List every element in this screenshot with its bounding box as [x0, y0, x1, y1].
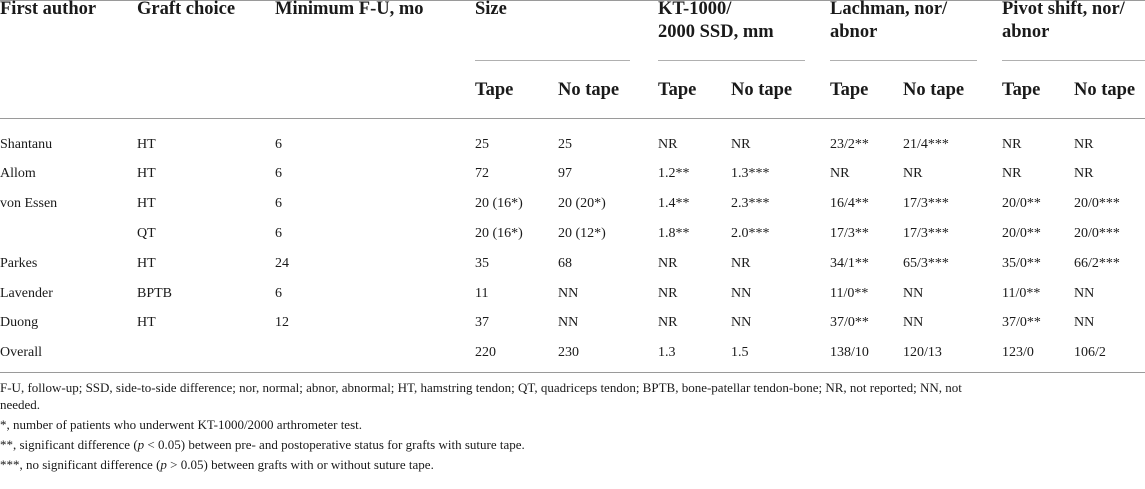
size-subrule — [475, 60, 630, 61]
cell-kt-no-tape: 1.5 — [731, 345, 749, 360]
cell-pivot-tape: 37/0** — [1002, 315, 1041, 330]
cell-size-no-tape: 20 (12*) — [558, 226, 606, 241]
cell-size-no-tape: 97 — [558, 166, 572, 181]
cell-pivot-no-tape: NN — [1074, 286, 1095, 301]
cell-graft: QT — [137, 226, 156, 241]
cell-size-tape: 20 (16*) — [475, 196, 523, 211]
cell-kt-tape: 1.8** — [658, 226, 690, 241]
cell-kt-tape: NR — [658, 286, 678, 301]
pivot-subrule — [1002, 60, 1145, 61]
header-minimum-fu: Minimum F-U, mo — [275, 0, 424, 19]
cell-min-fu: 6 — [275, 137, 282, 152]
cell-kt-no-tape: NR — [731, 256, 751, 271]
cell-graft: HT — [137, 256, 156, 271]
cell-size-tape: 11 — [475, 286, 489, 301]
cell-size-tape: 37 — [475, 315, 489, 330]
cell-graft: HT — [137, 315, 156, 330]
header-lachman: Lachman, nor/ abnor — [830, 0, 948, 42]
cell-author: Lavender — [0, 286, 53, 301]
cell-size-no-tape: 68 — [558, 256, 572, 271]
footnote-abbreviations: F-U, follow-up; SSD, side-to-side difference; nor, normal; abnor, abnormal; HT, hamstring tendon; QT, quadriceps tendon; BPTB, bone-patellar tendon-bone; NR, not reported; NN, not — [0, 380, 962, 395]
cell-pivot-no-tape: 106/2 — [1074, 345, 1106, 360]
cell-lachman-tape: 34/1** — [830, 256, 869, 271]
cell-graft: HT — [137, 196, 156, 211]
cell-kt-tape: 1.3 — [658, 345, 676, 360]
subheader-kt-tape: Tape — [658, 80, 697, 100]
cell-kt-tape: NR — [658, 256, 678, 271]
cell-pivot-no-tape: NR — [1074, 137, 1094, 152]
cell-pivot-tape: 35/0** — [1002, 256, 1041, 271]
cell-size-no-tape: 230 — [558, 345, 579, 360]
cell-kt-no-tape: 1.3*** — [731, 166, 770, 181]
subheader-size-tape: Tape — [475, 80, 514, 100]
subheader-size-no-tape: No tape — [558, 80, 620, 100]
cell-author: Overall — [0, 345, 42, 360]
header-pivot-shift: Pivot shift, nor/ abnor — [1002, 0, 1125, 42]
cell-lachman-tape: 138/10 — [830, 345, 869, 360]
cell-pivot-tape: 20/0** — [1002, 196, 1041, 211]
subheader-kt-no-tape: No tape — [731, 80, 793, 100]
cell-author: Parkes — [0, 256, 38, 271]
cell-kt-no-tape: NR — [731, 137, 751, 152]
cell-pivot-no-tape: NR — [1074, 166, 1094, 181]
cell-pivot-no-tape: NN — [1074, 315, 1095, 330]
cell-lachman-no-tape: NN — [903, 315, 924, 330]
cell-size-no-tape: NN — [558, 315, 579, 330]
footnote-triple-asterisk: ***, no significant difference (p > 0.05) between grafts with or without suture tape. — [0, 457, 434, 472]
cell-pivot-no-tape: 66/2*** — [1074, 256, 1120, 271]
subheader-lachman-no-tape: No tape — [903, 80, 965, 100]
cell-kt-no-tape: 2.0*** — [731, 226, 770, 241]
header-first-author: First author — [0, 0, 97, 19]
cell-graft: HT — [137, 166, 156, 181]
cell-pivot-tape: NR — [1002, 166, 1022, 181]
cell-min-fu: 6 — [275, 286, 282, 301]
header-size: Size — [475, 0, 507, 19]
cell-kt-tape: 1.4** — [658, 196, 690, 211]
lachman-subrule — [830, 60, 977, 61]
cell-size-no-tape: 25 — [558, 137, 572, 152]
cell-lachman-no-tape: NN — [903, 286, 924, 301]
header-bottom-rule — [0, 118, 1145, 119]
kt-subrule — [658, 60, 805, 61]
header-graft-choice: Graft choice — [137, 0, 236, 19]
cell-author: Allom — [0, 166, 36, 181]
cell-author: von Essen — [0, 196, 58, 211]
cell-lachman-no-tape: NR — [903, 166, 923, 181]
cell-lachman-no-tape: 17/3*** — [903, 196, 949, 211]
cell-pivot-tape: 123/0 — [1002, 345, 1034, 360]
cell-size-no-tape: NN — [558, 286, 579, 301]
cell-author: Shantanu — [0, 137, 53, 152]
footnote-abbreviations-cont: needed. — [0, 397, 41, 412]
cell-min-fu: 6 — [275, 166, 282, 181]
table-bottom-rule — [0, 372, 1145, 373]
cell-lachman-tape: 16/4** — [830, 196, 869, 211]
footnote-single-asterisk: *, number of patients who underwent KT-1000/2000 arthrometer test. — [0, 417, 362, 432]
cell-size-tape: 35 — [475, 256, 489, 271]
subheader-lachman-tape: Tape — [830, 80, 869, 100]
cell-lachman-no-tape: 21/4*** — [903, 137, 949, 152]
cell-size-tape: 72 — [475, 166, 489, 181]
cell-lachman-no-tape: 17/3*** — [903, 226, 949, 241]
header-kt1000: KT-1000/ 2000 SSD, mm — [658, 0, 774, 42]
cell-lachman-tape: NR — [830, 166, 850, 181]
cell-size-no-tape: 20 (20*) — [558, 196, 606, 211]
cell-lachman-no-tape: 120/13 — [903, 345, 942, 360]
cell-lachman-tape: 37/0** — [830, 315, 869, 330]
cell-size-tape: 220 — [475, 345, 496, 360]
cell-lachman-tape: 17/3** — [830, 226, 869, 241]
cell-min-fu: 12 — [275, 315, 289, 330]
footnote-double-asterisk: **, significant difference (p < 0.05) between pre- and postoperative status for grafts with suture tape. — [0, 437, 525, 452]
cell-min-fu: 6 — [275, 196, 282, 211]
cell-pivot-no-tape: 20/0*** — [1074, 196, 1120, 211]
cell-kt-no-tape: NN — [731, 315, 752, 330]
table-footnotes — [0, 379, 1140, 473]
cell-lachman-no-tape: 65/3*** — [903, 256, 949, 271]
cell-kt-tape: 1.2** — [658, 166, 690, 181]
cell-min-fu: 24 — [275, 256, 289, 271]
cell-graft: HT — [137, 137, 156, 152]
subheader-pivot-no-tape: No tape — [1074, 80, 1136, 100]
subheader-pivot-tape: Tape — [1002, 80, 1041, 100]
cell-lachman-tape: 11/0** — [830, 286, 869, 301]
cell-pivot-tape: 20/0** — [1002, 226, 1041, 241]
cell-pivot-tape: 11/0** — [1002, 286, 1041, 301]
cell-graft: BPTB — [137, 286, 173, 301]
cell-kt-tape: NR — [658, 137, 678, 152]
cell-lachman-tape: 23/2** — [830, 137, 869, 152]
cell-kt-tape: NR — [658, 315, 678, 330]
cell-pivot-no-tape: 20/0*** — [1074, 226, 1120, 241]
cell-pivot-tape: NR — [1002, 137, 1022, 152]
cell-min-fu: 6 — [275, 226, 282, 241]
cell-size-tape: 20 (16*) — [475, 226, 523, 241]
cell-size-tape: 25 — [475, 137, 489, 152]
cell-kt-no-tape: NN — [731, 286, 752, 301]
cell-author: Duong — [0, 315, 39, 330]
cell-kt-no-tape: 2.3*** — [731, 196, 770, 211]
